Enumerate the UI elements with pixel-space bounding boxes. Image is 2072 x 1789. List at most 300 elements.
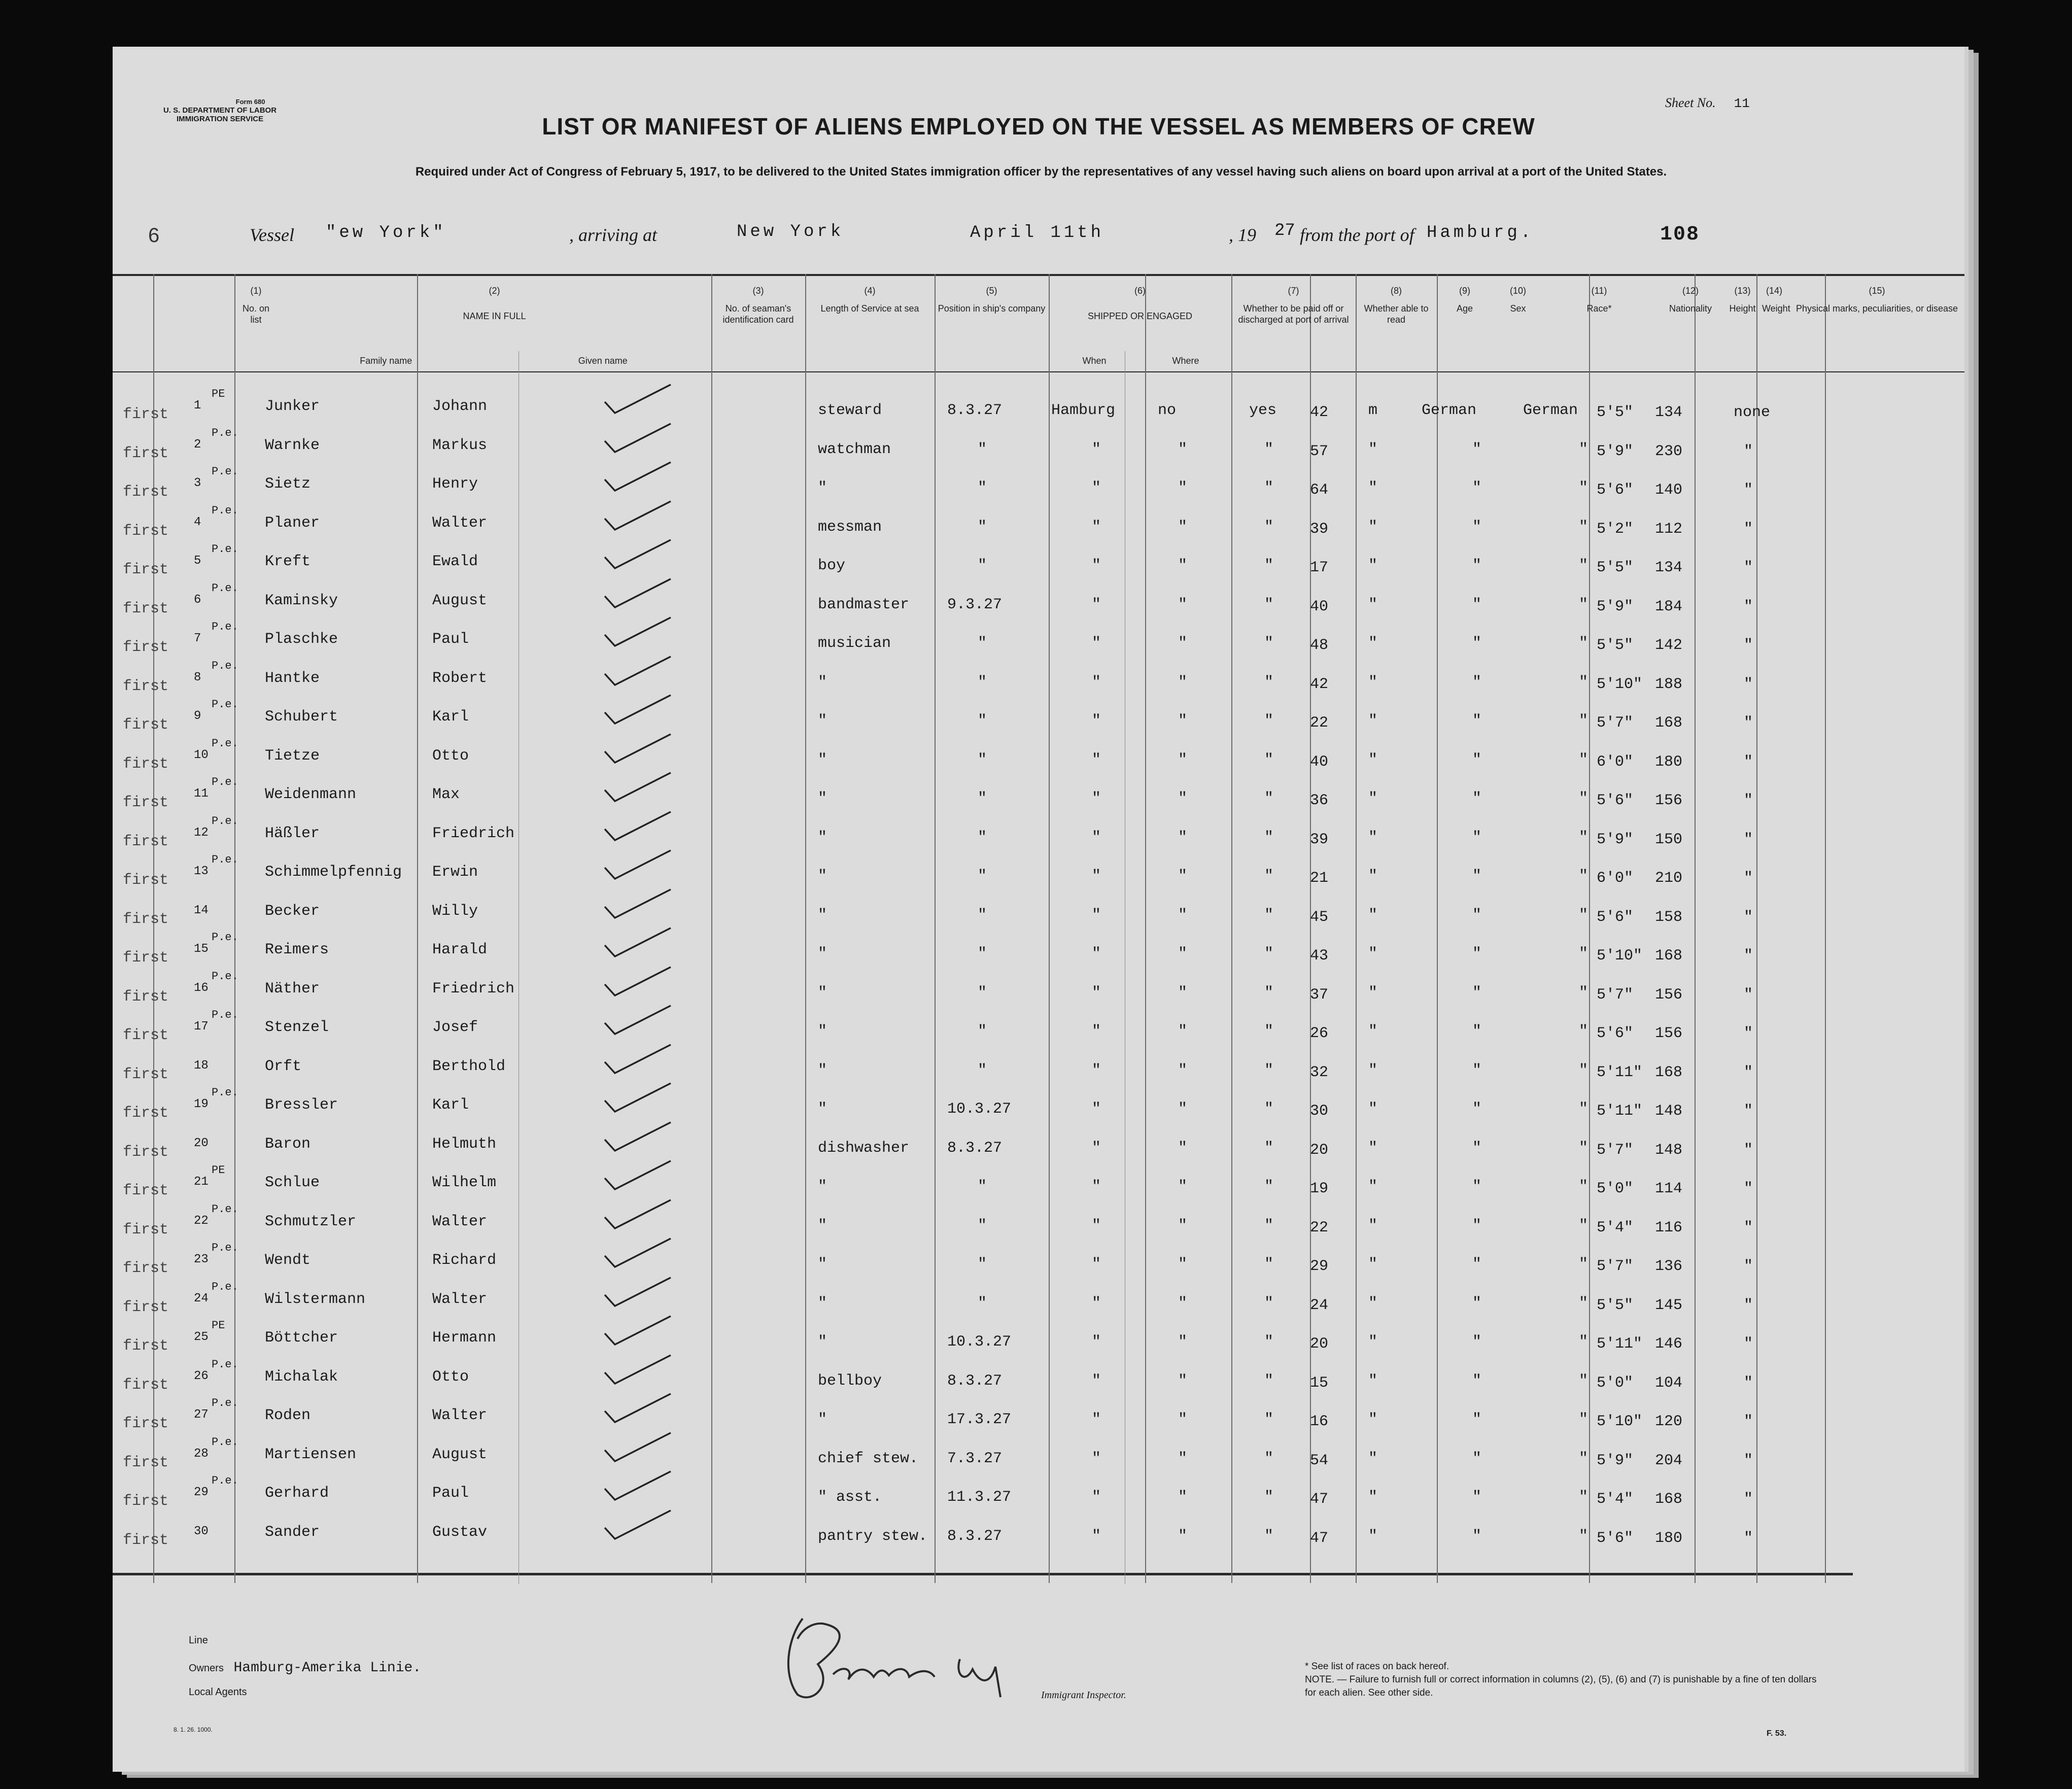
position-in-company: dishwasher <box>818 1139 910 1157</box>
column-label: Race* <box>1586 303 1612 314</box>
id-card-check-icon <box>600 459 676 495</box>
age: 15 <box>1310 1374 1329 1392</box>
pe-annotation: P.e. <box>212 504 238 517</box>
nationality: " <box>1579 751 1588 769</box>
height: 5'10" <box>1597 675 1643 693</box>
shipped-where: " <box>1092 1527 1101 1545</box>
position-in-company: " <box>818 751 827 769</box>
given-name: Friedrich <box>432 824 515 842</box>
id-card-check-icon <box>600 1468 676 1504</box>
position-in-company: " <box>818 1217 827 1234</box>
paid-off: " <box>1178 596 1188 613</box>
able-to-read: " <box>1264 906 1274 924</box>
owners-value: Hamburg-Amerika Linie. <box>233 1660 422 1676</box>
age: 42 <box>1310 404 1329 421</box>
column-label: Weight <box>1762 303 1790 314</box>
nationality: " <box>1579 518 1588 536</box>
nationality: German <box>1523 402 1578 419</box>
shipped-when: 11.3.27 <box>947 1489 1012 1506</box>
weight: 184 <box>1655 598 1683 615</box>
family-name: Weidenmann <box>265 786 357 803</box>
height: 5'9" <box>1597 598 1634 615</box>
shipped-where: " <box>1092 1217 1101 1234</box>
weight: 148 <box>1655 1141 1683 1159</box>
weight: 120 <box>1655 1413 1683 1430</box>
family-name: Sander <box>265 1523 320 1541</box>
shipped-where: " <box>1092 635 1101 652</box>
list-number: 26 <box>194 1369 209 1383</box>
physical-marks: " <box>1744 1452 1753 1469</box>
age: 16 <box>1310 1413 1329 1430</box>
family-name: Orft <box>265 1057 302 1075</box>
shipped-when: 8.3.27 <box>947 402 1003 419</box>
given-name: Walter <box>432 514 488 532</box>
id-card-check-icon <box>600 731 676 767</box>
column-divider <box>1437 274 1438 1583</box>
id-card-check-icon <box>600 1507 676 1543</box>
id-card-check-icon <box>600 1003 676 1038</box>
position-in-company: " <box>818 712 827 730</box>
able-to-read: " <box>1264 673 1274 691</box>
column-number: (11) <box>1591 286 1607 296</box>
pe-annotation: PE <box>212 1164 225 1177</box>
weight: 180 <box>1655 753 1683 771</box>
manifest-sheet <box>113 47 1964 1772</box>
shipped-when: " <box>978 906 987 924</box>
physical-marks: " <box>1744 520 1753 538</box>
height: 5'0" <box>1597 1180 1634 1197</box>
class-of-travel: first <box>123 1027 169 1044</box>
form-code: F. 53. <box>1767 1729 1787 1738</box>
class-of-travel: first <box>123 1143 169 1161</box>
physical-marks: " <box>1744 831 1753 848</box>
given-name: Harald <box>432 941 488 958</box>
penalty-note: NOTE. — Failure to furnish full or correct information in columns (2), (5), (6) and (7) is punishable by a fine of ten dollars for each alien. See other side. <box>1305 1674 1817 1698</box>
inspector-signature <box>772 1608 1036 1712</box>
position-in-company: watchman <box>818 440 891 458</box>
height: 5'6" <box>1597 1025 1634 1042</box>
shipped-when: 9.3.27 <box>947 596 1003 613</box>
sex: " <box>1368 1178 1378 1195</box>
able-to-read: " <box>1264 635 1274 652</box>
age: 29 <box>1310 1258 1329 1275</box>
owners-label <box>189 1660 421 1676</box>
shipped-when: " <box>978 790 987 807</box>
able-to-read: " <box>1264 1489 1274 1506</box>
list-number: 23 <box>194 1253 209 1266</box>
family-name: Wilstermann <box>265 1290 366 1308</box>
physical-marks: " <box>1744 1413 1753 1430</box>
given-name: Paul <box>432 1485 469 1502</box>
table-top-rule <box>113 274 1964 276</box>
race: " <box>1472 596 1482 613</box>
height: 5'4" <box>1597 1491 1634 1508</box>
weight: 168 <box>1655 1063 1683 1081</box>
shipped-where: " <box>1092 596 1101 613</box>
position-in-company: " <box>818 479 827 497</box>
nationality: " <box>1579 868 1588 885</box>
able-to-read: " <box>1264 1217 1274 1234</box>
column-number: (13) <box>1734 286 1751 296</box>
weight: 134 <box>1655 559 1683 576</box>
given-name: Walter <box>432 1213 488 1230</box>
sheet-value: 11 <box>1734 96 1750 111</box>
nationality: " <box>1579 1372 1588 1390</box>
given-name: Johann <box>432 398 488 415</box>
shipped-when: 10.3.27 <box>947 1100 1012 1118</box>
pe-annotation: P.e. <box>212 1242 238 1254</box>
able-to-read: " <box>1264 557 1274 574</box>
weight: 180 <box>1655 1529 1683 1547</box>
paid-off: " <box>1178 906 1188 924</box>
column-number: (9) <box>1459 286 1470 296</box>
list-number: 6 <box>194 593 201 607</box>
physical-marks: " <box>1744 675 1753 693</box>
sex: " <box>1368 673 1378 691</box>
column-divider <box>1589 274 1590 1583</box>
paid-off: " <box>1178 440 1188 458</box>
age: 64 <box>1310 481 1329 499</box>
family-name: Junker <box>265 398 320 415</box>
height: 5'10" <box>1597 1413 1643 1430</box>
sex: m <box>1368 402 1378 419</box>
given-name: Willy <box>432 902 478 920</box>
nationality: " <box>1579 479 1588 497</box>
list-number: 13 <box>194 865 209 878</box>
shipped-where: " <box>1092 1294 1101 1312</box>
physical-marks: " <box>1744 908 1753 926</box>
height: 5'6" <box>1597 792 1634 809</box>
family-name: Kaminsky <box>265 592 338 609</box>
class-of-travel: first <box>123 406 169 423</box>
physical-marks: " <box>1744 1103 1753 1120</box>
column-divider <box>1356 274 1357 1583</box>
column-divider <box>1825 274 1826 1583</box>
family-name: Stenzel <box>265 1019 329 1036</box>
height: 5'4" <box>1597 1219 1634 1236</box>
age: 36 <box>1310 792 1329 809</box>
height: 5'7" <box>1597 1258 1634 1275</box>
given-name: Karl <box>432 1096 469 1114</box>
id-card-check-icon <box>600 925 676 960</box>
position-in-company: " <box>818 1294 827 1312</box>
age: 22 <box>1310 1219 1329 1236</box>
shipped-when: " <box>978 945 987 962</box>
class-of-travel: first <box>123 484 169 501</box>
family-name: Reimers <box>265 941 329 958</box>
family-name: Wendt <box>265 1252 311 1269</box>
race: " <box>1472 984 1482 1002</box>
list-number: 28 <box>194 1447 209 1461</box>
able-to-read: " <box>1264 1178 1274 1195</box>
id-card-check-icon <box>600 614 676 650</box>
pe-annotation: P.e. <box>212 621 238 633</box>
column-number: (10) <box>1509 286 1526 296</box>
column-label: Length of Service at sea <box>820 303 919 314</box>
shipped-when: 8.3.27 <box>947 1372 1003 1390</box>
weight: 204 <box>1655 1452 1683 1469</box>
arrival-date: April 11th <box>970 223 1104 243</box>
signature-graphic <box>772 1608 1036 1710</box>
column-number: (12) <box>1682 286 1699 296</box>
paid-off: " <box>1178 1294 1188 1312</box>
shipped-when: " <box>978 712 987 730</box>
position-in-company: " <box>818 1411 827 1428</box>
pe-annotation: P.e. <box>212 465 238 478</box>
sex: " <box>1368 1372 1378 1390</box>
print-mark: 8. 1. 26. 1000. <box>174 1726 213 1733</box>
race: " <box>1472 440 1482 458</box>
race: " <box>1472 1023 1482 1040</box>
column-divider <box>711 274 712 1583</box>
column-number: (14) <box>1766 286 1782 296</box>
race: " <box>1472 635 1482 652</box>
physical-marks: " <box>1744 1141 1753 1159</box>
class-of-travel: first <box>123 444 169 462</box>
id-card-check-icon <box>600 964 676 1000</box>
given-name: Max <box>432 786 460 803</box>
height: 5'6" <box>1597 1529 1634 1547</box>
class-of-travel: first <box>123 988 169 1006</box>
shipped-when: " <box>978 1256 987 1273</box>
column-label: No. of seaman's identification card <box>722 303 794 325</box>
race: " <box>1472 1489 1482 1506</box>
family-name: Gerhard <box>265 1485 329 1502</box>
race: " <box>1472 790 1482 807</box>
paid-off: " <box>1178 1333 1188 1351</box>
family-name: Tietze <box>265 747 320 765</box>
shipped-when: " <box>978 868 987 885</box>
physical-marks: " <box>1744 1491 1753 1508</box>
shipped-when: 17.3.27 <box>947 1411 1012 1428</box>
height: 5'5" <box>1597 1296 1634 1314</box>
family-name: Näther <box>265 980 320 997</box>
sex: " <box>1368 1256 1378 1273</box>
age: 19 <box>1310 1180 1329 1197</box>
given-name: August <box>432 1446 488 1463</box>
given-name: Ewald <box>432 553 478 570</box>
family-name: Martiensen <box>265 1446 357 1463</box>
position-in-company: pantry stew. <box>818 1527 928 1545</box>
list-number: 1 <box>194 399 201 412</box>
pe-annotation: P.e. <box>212 659 238 672</box>
race: German <box>1422 402 1477 419</box>
family-name: Plaschke <box>265 631 338 648</box>
id-card-check-icon <box>600 1042 676 1077</box>
age: 43 <box>1310 947 1329 965</box>
column-number: (1) <box>250 286 262 296</box>
shipped-where: " <box>1092 1256 1101 1273</box>
given-name: Gustav <box>432 1523 488 1541</box>
list-number: 5 <box>194 554 201 568</box>
class-of-travel: first <box>123 1493 169 1510</box>
sex: " <box>1368 1061 1378 1079</box>
sex: " <box>1368 440 1378 458</box>
list-number: 12 <box>194 825 209 840</box>
list-number: 24 <box>194 1291 209 1305</box>
weight: 188 <box>1655 675 1683 693</box>
paid-off: " <box>1178 1450 1188 1467</box>
able-to-read: " <box>1264 984 1274 1002</box>
pe-annotation: P.e. <box>212 1086 238 1099</box>
able-to-read: " <box>1264 1023 1274 1040</box>
race: " <box>1472 673 1482 691</box>
position-in-company: " <box>818 1256 827 1273</box>
nationality: " <box>1579 1333 1588 1351</box>
shipped-when: " <box>978 1061 987 1079</box>
able-to-read: yes <box>1249 402 1277 419</box>
year-prefix: , 19 <box>1229 225 1256 245</box>
pe-annotation: P.e. <box>212 543 238 556</box>
shipped-where: " <box>1092 1333 1101 1351</box>
race: " <box>1472 557 1482 574</box>
nationality: " <box>1579 1100 1588 1118</box>
column-sublabel: Given name <box>578 356 628 366</box>
nationality: " <box>1579 635 1588 652</box>
race: " <box>1472 479 1482 497</box>
age: 39 <box>1310 520 1329 538</box>
sex: " <box>1368 1489 1378 1506</box>
given-name: Berthold <box>432 1057 506 1075</box>
list-number: 11 <box>194 787 209 801</box>
shipped-where: " <box>1092 790 1101 807</box>
shipped-when: 8.3.27 <box>947 1527 1003 1545</box>
weight: 134 <box>1655 404 1683 421</box>
position-in-company: boy <box>818 557 846 574</box>
height: 6'0" <box>1597 753 1634 771</box>
column-number: (7) <box>1288 286 1299 296</box>
shipped-where: " <box>1092 712 1101 730</box>
age: 47 <box>1310 1529 1329 1547</box>
able-to-read: " <box>1264 790 1274 807</box>
nationality: " <box>1579 1527 1588 1545</box>
age: 47 <box>1310 1491 1329 1508</box>
margin-mark: 6 <box>148 224 160 247</box>
able-to-read: " <box>1264 479 1274 497</box>
paid-off: " <box>1178 751 1188 769</box>
physical-marks: " <box>1744 1180 1753 1197</box>
arriving-label: , arriving at <box>569 225 658 245</box>
list-number: 20 <box>194 1136 209 1150</box>
able-to-read: " <box>1264 1139 1274 1157</box>
shipped-when: " <box>978 1178 987 1195</box>
weight: 168 <box>1655 1491 1683 1508</box>
list-number: 2 <box>194 437 201 452</box>
paid-off: " <box>1178 635 1188 652</box>
sex: " <box>1368 1100 1378 1118</box>
line-label: Line <box>189 1635 208 1646</box>
able-to-read: " <box>1264 1411 1274 1428</box>
paid-off: " <box>1178 1178 1188 1195</box>
department-name: U. S. DEPARTMENT OF LABOR <box>163 106 277 115</box>
vessel-name: "ew York" <box>326 223 446 243</box>
from-port: Hamburg. <box>1427 223 1534 243</box>
position-in-company: " <box>818 673 827 691</box>
shipped-where: " <box>1092 479 1101 497</box>
column-divider <box>935 274 936 1583</box>
given-name: Friedrich <box>432 980 515 997</box>
race: " <box>1472 751 1482 769</box>
nationality: " <box>1579 440 1588 458</box>
list-number: 27 <box>194 1408 209 1422</box>
physical-marks: " <box>1744 442 1753 460</box>
paid-off: " <box>1178 518 1188 536</box>
class-of-travel: first <box>123 1454 169 1471</box>
age: 48 <box>1310 637 1329 654</box>
physical-marks: " <box>1744 792 1753 809</box>
list-number: 16 <box>194 981 209 995</box>
shipped-when: " <box>978 751 987 769</box>
pe-annotation: P.e. <box>212 776 238 788</box>
able-to-read: " <box>1264 518 1274 536</box>
height: 5'5" <box>1597 404 1634 421</box>
nationality: " <box>1579 596 1588 613</box>
race: " <box>1472 518 1482 536</box>
weight: 116 <box>1655 1219 1683 1236</box>
column-number: (2) <box>489 286 500 296</box>
class-of-travel: first <box>123 677 169 695</box>
race: " <box>1472 1411 1482 1428</box>
age: 30 <box>1310 1103 1329 1120</box>
column-number: (15) <box>1869 286 1885 296</box>
height: 5'11" <box>1597 1335 1643 1353</box>
physical-marks: " <box>1744 1258 1753 1275</box>
class-of-travel: first <box>123 716 169 734</box>
list-number: 15 <box>194 942 209 956</box>
class-of-travel: first <box>123 949 169 967</box>
physical-marks: " <box>1744 870 1753 887</box>
paid-off: " <box>1178 984 1188 1002</box>
column-label: No. on list <box>242 303 270 325</box>
able-to-read: " <box>1264 596 1274 613</box>
pe-annotation: P.e. <box>212 1202 238 1216</box>
position-in-company: " <box>818 1023 827 1040</box>
column-label: SHIPPED OR ENGAGED <box>1087 311 1193 321</box>
shipped-where: " <box>1092 984 1101 1002</box>
weight: 156 <box>1655 986 1683 1004</box>
height: 5'7" <box>1597 986 1634 1004</box>
family-name: Michalak <box>265 1368 338 1386</box>
column-sublabel: When <box>1082 356 1107 366</box>
physical-marks: " <box>1744 1529 1753 1547</box>
height: 5'10" <box>1597 947 1643 965</box>
race: " <box>1472 1139 1482 1157</box>
height: 5'2" <box>1597 520 1634 538</box>
nationality: " <box>1579 673 1588 691</box>
position-in-company: " asst. <box>818 1489 882 1506</box>
age: 21 <box>1310 870 1329 887</box>
race: " <box>1472 1178 1482 1195</box>
paid-off: " <box>1178 673 1188 691</box>
able-to-read: " <box>1264 712 1274 730</box>
shipped-where: Hamburg <box>1051 402 1116 419</box>
column-label: Physical marks, peculiarities, or disease <box>1795 303 1958 314</box>
pe-annotation: P.e. <box>212 1435 238 1449</box>
given-name: Walter <box>432 1407 488 1424</box>
race: " <box>1472 712 1482 730</box>
list-number: 3 <box>194 476 201 490</box>
class-of-travel: first <box>123 833 169 850</box>
shipped-where: " <box>1092 557 1101 574</box>
id-card-check-icon <box>600 847 676 883</box>
list-number: 18 <box>194 1058 209 1073</box>
age: 20 <box>1310 1141 1329 1159</box>
class-of-travel: first <box>123 872 169 889</box>
paid-off: " <box>1178 1411 1188 1428</box>
sheet-label: Sheet No. <box>1665 95 1716 110</box>
page-reference: 108 <box>1660 223 1700 246</box>
race: " <box>1472 1372 1482 1390</box>
